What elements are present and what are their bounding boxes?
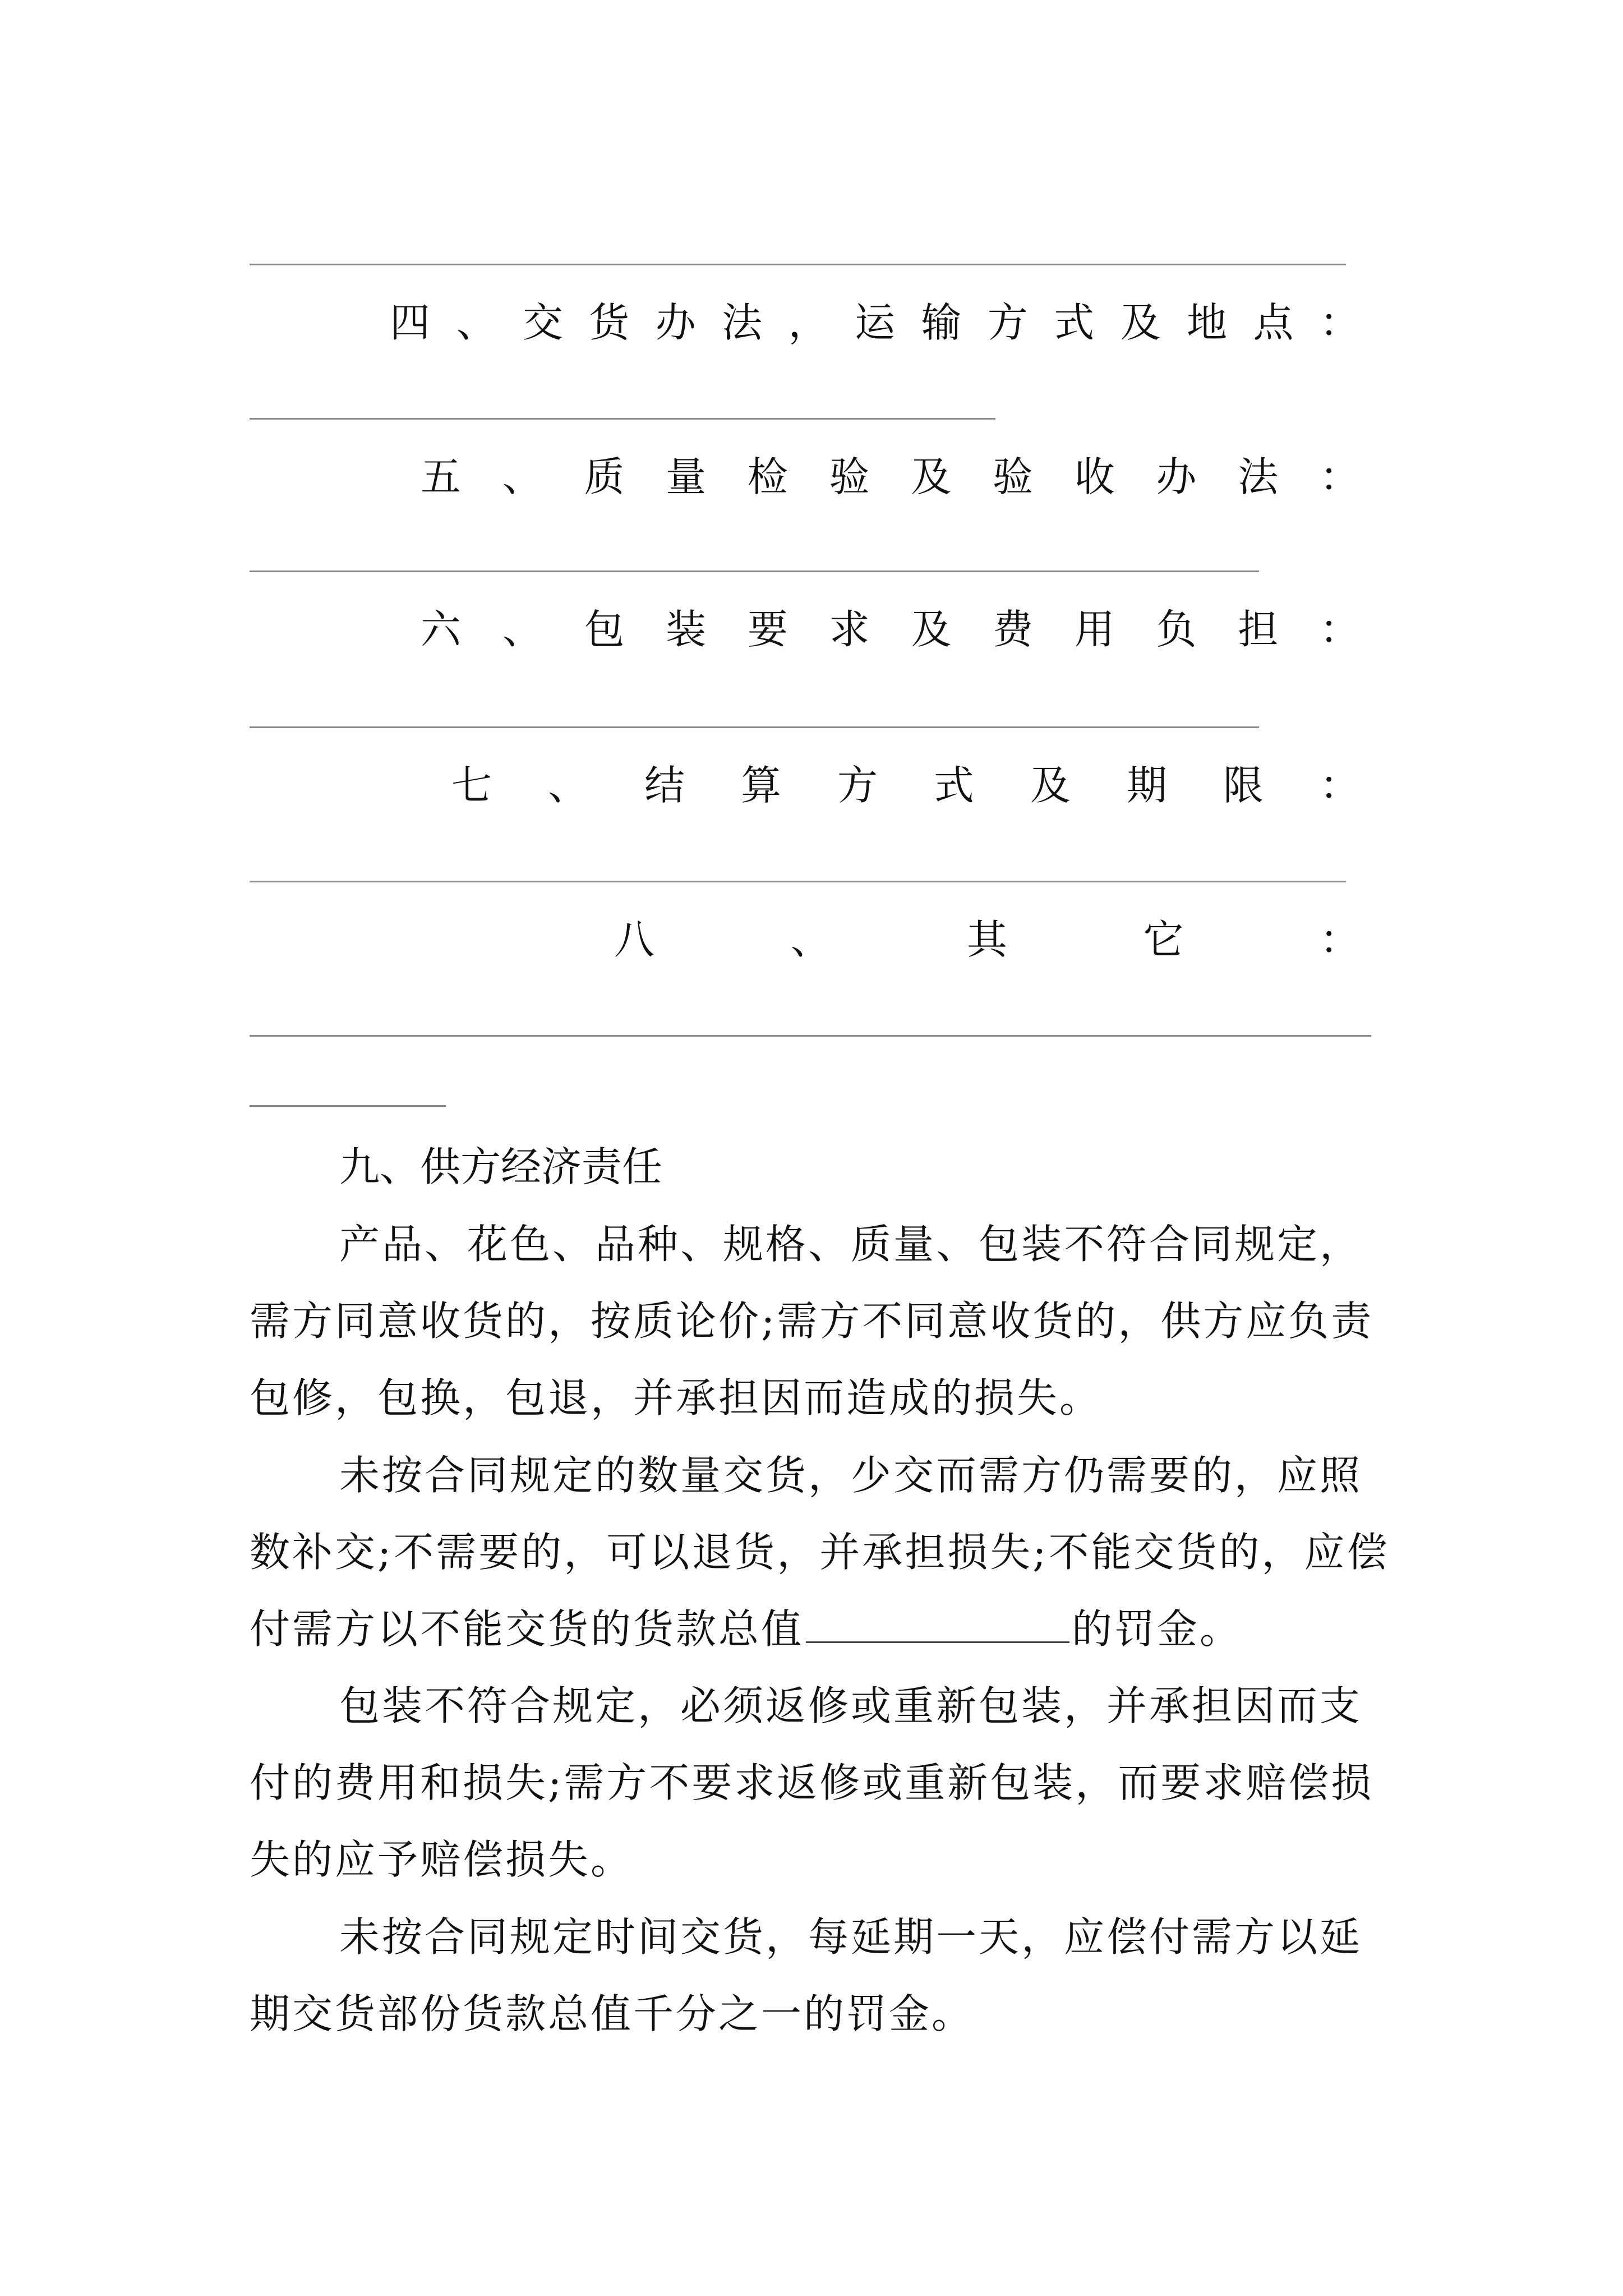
char: ： <box>1319 606 1360 653</box>
char: 输 <box>921 299 962 346</box>
char: 、 <box>502 453 543 500</box>
fill-line-3 <box>250 264 1346 265</box>
section-9-title: 九、供方经济责任 <box>339 1143 663 1190</box>
char: 算 <box>740 762 781 809</box>
clause-7-heading <box>451 754 1360 816</box>
fill-line-8b <box>250 1105 446 1107</box>
char: 货 <box>589 299 630 346</box>
section-9-paragraph-3: 包装不符合规定，必须返修或重新包装，并承担因而支付的费用和损失;需方不要求返修或重新包装，而要求赔偿损失的应予赔偿损失。 <box>250 1682 1374 1883</box>
paragraph-2-text: 未按合同规定的数量交货，少交而需方仍需要的，应照数补交;不需要的，可以退货，并承担损失;不能交货的，应偿付需方以不能交货的货款总值 <box>250 1452 1390 1653</box>
char: 八 <box>614 916 655 963</box>
char: 、 <box>456 299 497 346</box>
char: 式 <box>1054 299 1095 346</box>
char: 费 <box>993 606 1034 653</box>
char: ： <box>1319 762 1360 809</box>
char: 、 <box>547 762 588 809</box>
char: 及 <box>1120 299 1161 346</box>
char: 用 <box>1074 606 1115 653</box>
char: 、 <box>790 916 831 963</box>
char: 六 <box>421 606 462 653</box>
char: 方 <box>987 299 1028 346</box>
char: 担 <box>1238 606 1279 653</box>
char: 方 <box>837 762 878 809</box>
char: ： <box>1319 299 1360 346</box>
char: 检 <box>747 453 788 500</box>
char: 质 <box>584 453 625 500</box>
section-9-paragraph-4: 未按合同规定时间交货，每延期一天，应偿付需方以延期交货部份货款总值千分之一的罚金。 <box>250 1913 1363 2037</box>
char: ， <box>788 299 829 346</box>
penalty-rate-blank[interactable] <box>806 1602 1069 1643</box>
char: 期 <box>1126 762 1167 809</box>
char: 交 <box>522 299 563 346</box>
char: 运 <box>854 299 895 346</box>
section-9-paragraph-1: 产品、花色、品种、规格、质量、包装不符合同规定，需方同意收货的，按质论价;需方不同意收货的，供方应负责包修，包换，包退，并承担因而造成的损失。 <box>250 1221 1374 1421</box>
char: 装 <box>666 606 707 653</box>
fill-line-5 <box>250 570 1259 572</box>
clause-6-heading <box>421 599 1360 660</box>
char: 地 <box>1187 299 1228 346</box>
clause-8-heading <box>614 909 1360 970</box>
char: 法 <box>722 299 763 346</box>
char: 办 <box>655 299 696 346</box>
clause-4-heading <box>390 292 1360 353</box>
char: 法 <box>1238 453 1279 500</box>
clause-5-heading <box>421 446 1360 508</box>
char: 、 <box>502 606 543 653</box>
char: 办 <box>1156 453 1197 500</box>
char: 及 <box>1030 762 1071 809</box>
char: 结 <box>644 762 685 809</box>
section-9-paragraph-2 <box>250 1437 1396 1668</box>
char: 其 <box>966 916 1007 963</box>
char: 负 <box>1156 606 1197 653</box>
char: 及 <box>911 453 952 500</box>
char: 验 <box>993 453 1034 500</box>
char: 限 <box>1223 762 1264 809</box>
char: 点 <box>1253 299 1294 346</box>
fill-line-6 <box>250 726 1259 728</box>
char: 式 <box>933 762 974 809</box>
char: 及 <box>911 606 952 653</box>
char: 五 <box>421 453 462 500</box>
paragraph-2-tail: 的罚金。 <box>1072 1605 1243 1653</box>
char: 它 <box>1143 916 1184 963</box>
fill-line-4 <box>250 418 995 420</box>
char: 要 <box>747 606 788 653</box>
char: 四 <box>390 299 431 346</box>
fill-line-8a <box>250 1035 1371 1037</box>
char: 七 <box>451 762 492 809</box>
char: 求 <box>829 606 870 653</box>
fill-line-7 <box>250 881 1346 882</box>
char: ： <box>1319 453 1360 500</box>
char: ： <box>1319 916 1360 963</box>
char: 收 <box>1074 453 1115 500</box>
char: 验 <box>829 453 870 500</box>
char: 量 <box>666 453 707 500</box>
char: 包 <box>584 606 625 653</box>
